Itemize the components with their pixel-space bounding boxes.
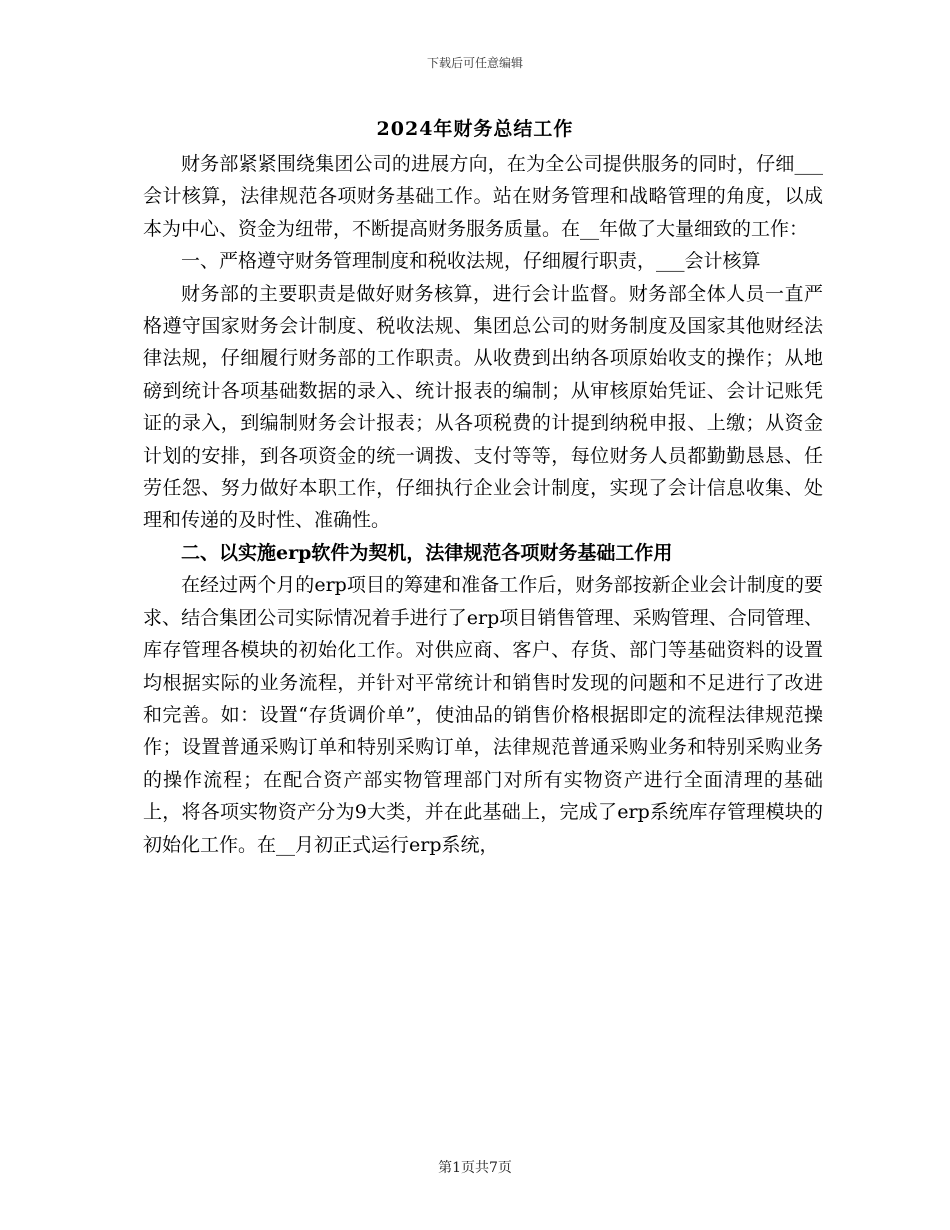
section-heading-2: 二、以实施erp软件为契机，法律规范各项财务基础工作用 [181, 541, 673, 564]
header-note: 下载后可任意编辑 [426, 56, 523, 70]
paragraph-section-2: 在经过两个月的erp项目的筹建和准备工作后，财务部按新企业会计制度的要求、结合集团公司实际情况着手进行了erp项目销售管理、采购管理、合同管理、库存管理各模块的初始化工作。对供应商、客户、存货、部门等基础资料的设置均根据实际的业务流程，并针对平常统计和销售时发现的问题和不足进行了改进和完善。如：设置“存货调价单”，使油品的销售价格根据即定的流程法律规范操作；设置普通采购订单和特别采购订单，法律规范普通采购业务和特别采购业务的操作流程；在配合资产部实物管理部门对所有实物资产进行全面清理的基础上，将各项实物资产分为9大类，并在此基础上，完成了erp系统库存管理模块的初始化工作。在__月初正式运行erp系统， [143, 574, 823, 856]
section-heading-1: 一、严格遵守财务管理制度和税收法规，仔细履行职责，___会计核算 [181, 250, 761, 273]
paragraph-section-1: 财务部的主要职责是做好财务核算，进行会计监督。财务部全体人员一直严格遵守国家财务会计制度、税收法规、集团总公司的财务制度及国家其他财经法律法规，仔细履行财务部的工作职责。从收费到出纳各项原始收支的操作；从地磅到统计各项基础数据的录入、统计报表的编制；从审核原始凭证、会计记账凭证的录入，到编制财务会计报表；从各项税费的计提到纳税申报、上缴；从资金计划的安排，到各项资金的统一调拨、支付等等，每位财务人员都勤勤恳恳、任劳任怨、努力做好本职工作，仔细执行企业会计制度，实现了会计信息收集、处理和传递的及时性、准确性。 [143, 282, 823, 532]
page-indicator: 第1页共7页 [438, 1160, 512, 1176]
document-body [143, 148, 823, 861]
document-title: 2024年财务总结工作 [376, 118, 574, 140]
paragraph-intro: 财务部紧紧围绕集团公司的进展方向，在为全公司提供服务的同时，仔细___会计核算，法律规范各项财务基础工作。站在财务管理和战略管理的角度，以成本为中心、资金为纽带，不断提高财务服务质量。在__年做了大量细致的工作： [143, 153, 823, 240]
